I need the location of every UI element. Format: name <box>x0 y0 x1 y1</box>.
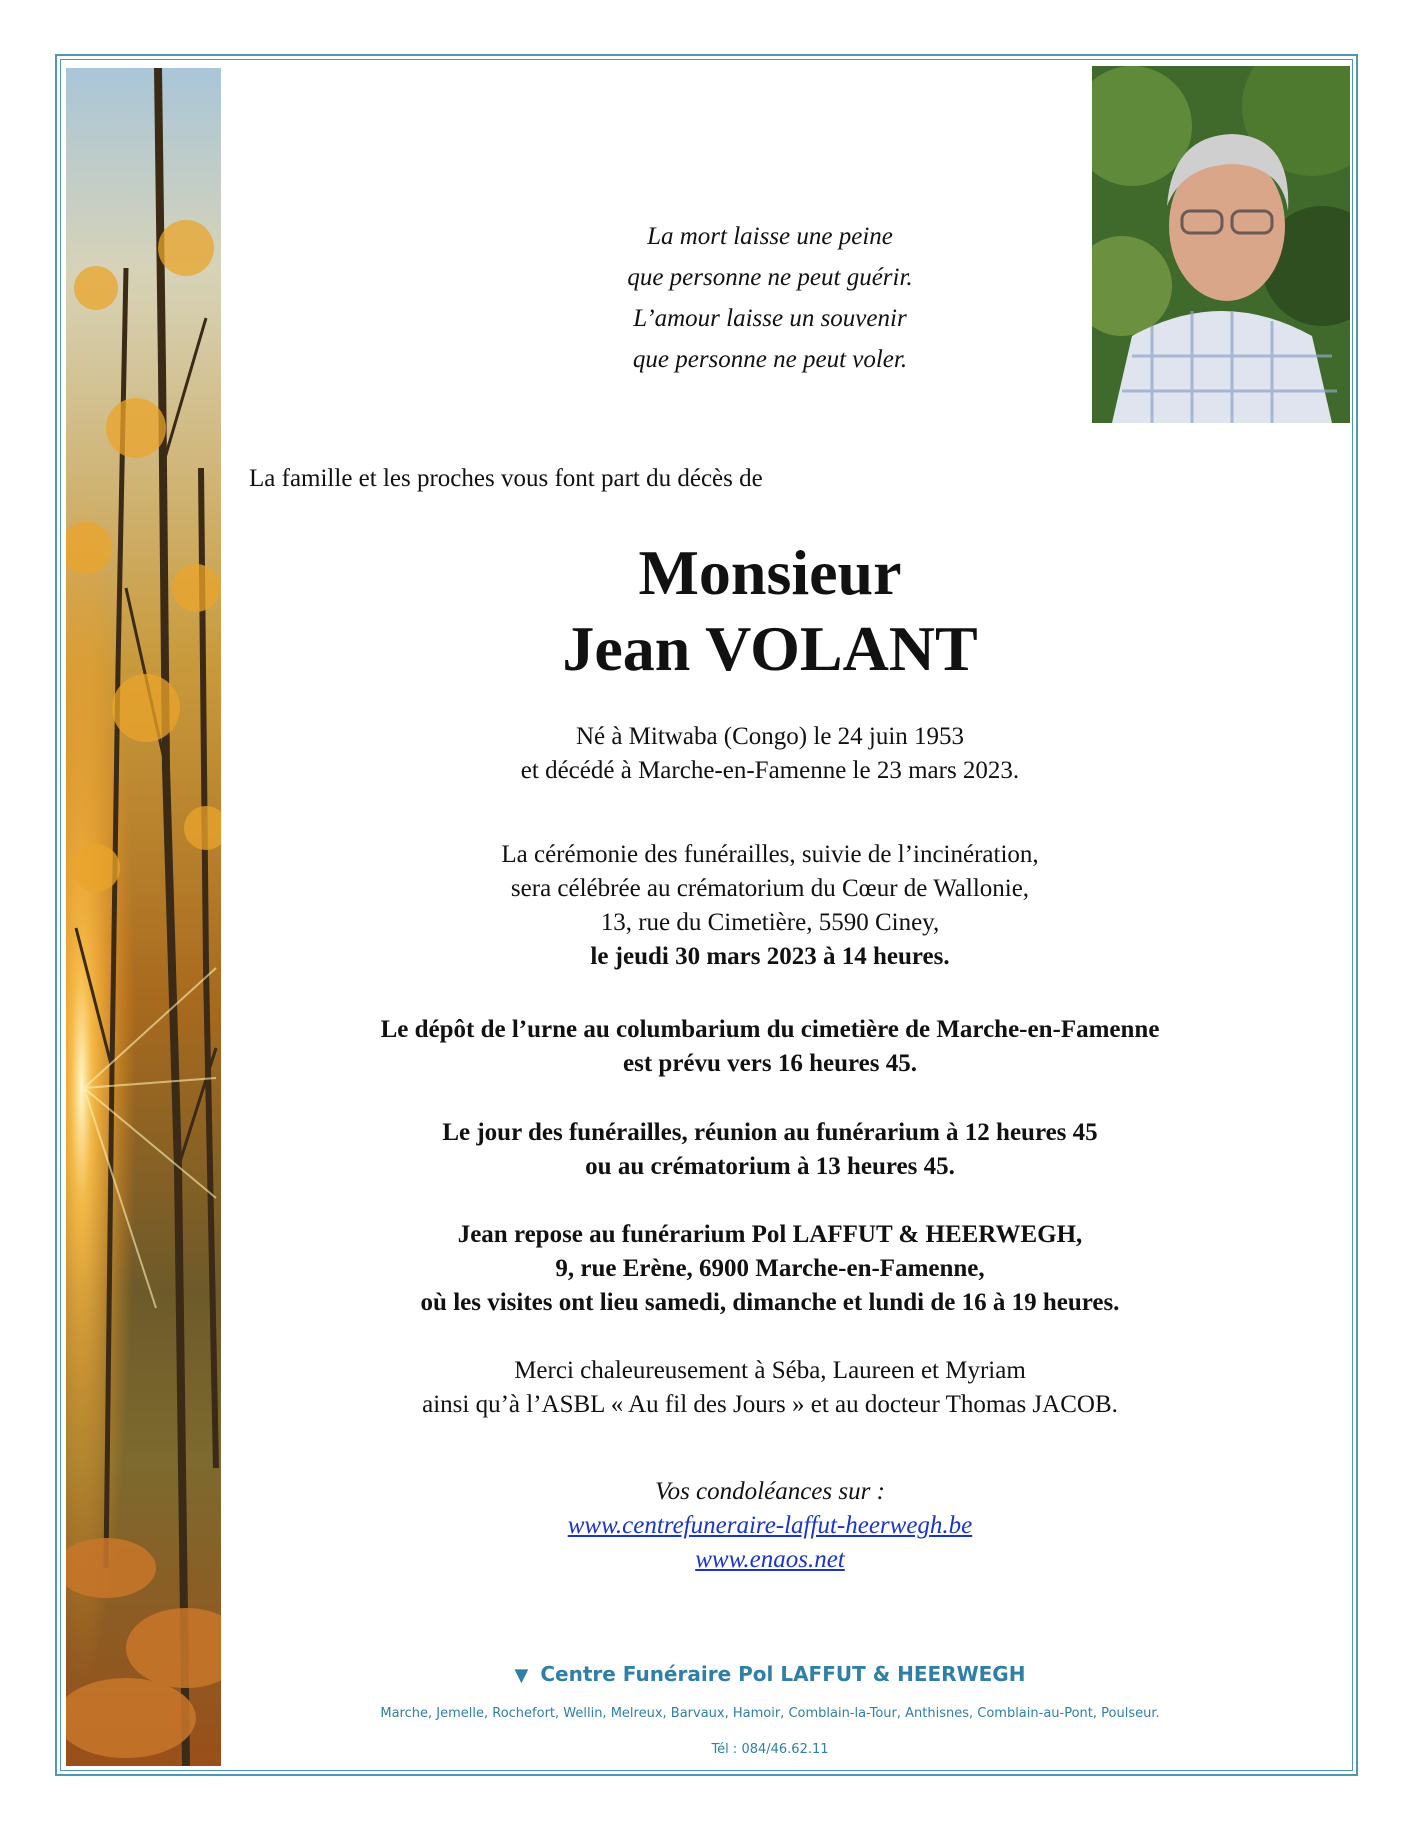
autumn-forest-image <box>66 68 221 1766</box>
deceased-name-block <box>380 535 1160 687</box>
ceremony-block <box>330 838 1210 974</box>
gathering-block <box>330 1116 1210 1184</box>
enaos-link[interactable]: www.enaos.net <box>695 1546 845 1573</box>
birth-death-block <box>330 720 1210 788</box>
urn-line: est prévu vers 16 heures 45. <box>623 1050 917 1077</box>
funeral-center-name <box>430 1662 1110 1686</box>
visits-line: où les visites ont lieu samedi, dimanche et lundi de 16 à 19 heures. <box>420 1289 1120 1316</box>
funerarium-line: Jean repose au funérarium Pol LAFFUT & HEERWEGH, <box>457 1221 1083 1248</box>
thanks-block <box>300 1354 1240 1422</box>
poem-line: que personne ne peut voler. <box>632 346 908 373</box>
urn-block <box>230 1013 1310 1081</box>
funerarium-block <box>300 1218 1240 1320</box>
ceremony-line: sera célébrée au crématorium du Cœur de Wallonie, <box>510 875 1030 902</box>
funerarium-address: 9, rue Erène, 6900 Marche-en-Famenne, <box>555 1255 985 1282</box>
thanks-line: Merci chaleureusement à Séba, Laureen et Myriam <box>514 1357 1026 1384</box>
ceremony-line: La cérémonie des funérailles, suivie de l’incinération, <box>501 841 1039 868</box>
portrait-photo <box>1092 66 1350 423</box>
triangle-down-icon: ▼ <box>514 1665 529 1686</box>
ceremony-date: le jeudi 30 mars 2023 à 14 heures. <box>590 943 950 970</box>
ceremony-address: 13, rue du Cimetière, 5590 Ciney, <box>600 909 940 936</box>
condolences-block <box>420 1475 1120 1577</box>
funeral-center-phone: Tél : 084/46.62.11 <box>711 1742 829 1757</box>
poem-line: La mort laisse une peine <box>647 223 893 250</box>
poem-line: que personne ne peut guérir. <box>627 264 913 291</box>
condolences-label: Vos condoléances sur : <box>655 1478 885 1505</box>
poem-line: L’amour laisse un souvenir <box>633 305 907 332</box>
gathering-line: ou au crématorium à 13 heures 45. <box>585 1153 955 1180</box>
deceased-name: Jean VOLANT <box>562 613 978 684</box>
thanks-line: ainsi qu’à l’ASBL « Au fil des Jours » et au docteur Thomas JACOB. <box>422 1391 1118 1418</box>
funeral-center-label: Centre Funéraire Pol LAFFUT & HEERWEGH <box>540 1662 1026 1686</box>
funeral-center-link[interactable]: www.centrefuneraire-laffut-heerwegh.be <box>567 1512 973 1539</box>
gathering-line: Le jour des funérailles, réunion au funérarium à 12 heures 45 <box>442 1119 1098 1146</box>
announcement: La famille et les proches vous font part du décès de <box>249 465 763 492</box>
deceased-title: Monsieur <box>638 537 902 608</box>
poem <box>560 216 980 380</box>
funeral-center-towns: Marche, Jemelle, Rochefort, Wellin, Melreux, Barvaux, Hamoir, Comblain-la-Tour, Anthisnes, Comblain-au-Pont, Poulseur. <box>380 1706 1160 1721</box>
urn-line: Le dépôt de l’urne au columbarium du cimetière de Marche-en-Famenne <box>380 1016 1160 1043</box>
death-line: et décédé à Marche-en-Famenne le 23 mars 2023. <box>520 757 1020 784</box>
birth-line: Né à Mitwaba (Congo) le 24 juin 1953 <box>575 723 965 750</box>
